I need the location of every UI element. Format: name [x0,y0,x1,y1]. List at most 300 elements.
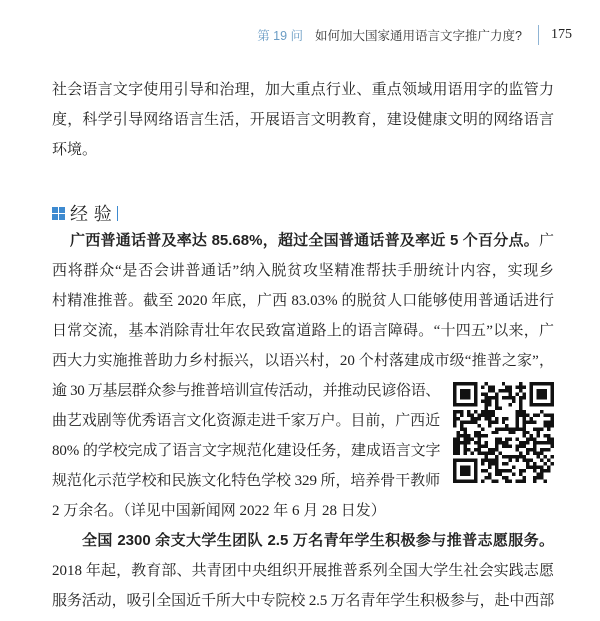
qr-module [523,459,526,462]
qr-module [502,441,505,444]
qr-module [498,427,501,430]
qr-module [509,392,512,395]
qr-module [498,473,501,476]
qr-module [537,427,540,430]
qr-module [519,480,522,483]
qr-module [495,431,498,434]
qr-module [502,469,505,472]
qr-module [519,441,522,444]
qr-module [502,427,505,430]
qr-module [516,417,519,420]
qr-module [505,469,508,472]
text-line: 西将群众“是否会讲普通话”纳入脱贫攻坚精准帮扶手册统计内容，实现乡 [52,263,554,279]
qr-module [463,452,466,455]
text-line: 80% 的学校完成了语言文字规范化建设任务，建成语言文字 [52,443,441,459]
qr-module [453,424,456,427]
qr-module [516,392,519,395]
qr-module [495,392,498,395]
text-line: 曲艺戏剧等优秀语言文化资源走进千家万户。目前，广西近 [52,413,440,429]
qr-module [519,403,522,406]
qr-module [463,448,466,451]
qr-module [495,445,498,448]
qr-module [453,413,456,416]
qr-module [533,480,536,483]
text-line: 西大力实施推普助力乡村振兴，以语兴村，20 个村落建成市级“推普之家”， [52,353,554,369]
qr-module [484,434,487,437]
qr-module [509,459,512,462]
qr-module [523,445,526,448]
qr-module [477,448,480,451]
qr-module [519,427,522,430]
qr-module [509,455,512,458]
qr-module [537,466,540,469]
qr-module [544,441,547,444]
qr-module [551,424,554,427]
qr-module [512,473,515,476]
qr-module [491,452,494,455]
qr-module [484,445,487,448]
qr-module [540,448,543,451]
qr-module [540,459,543,462]
qr-module [509,445,512,448]
qr-module [505,476,508,479]
qr-module [551,445,554,448]
qr-module [491,396,494,399]
qr-module [460,410,463,413]
qr-module [467,441,470,444]
qr-module [463,441,466,444]
qr-module [544,462,547,465]
qr-module [477,445,480,448]
qr-module [523,427,526,430]
qr-module [547,438,550,441]
qr-module [484,406,487,409]
qr-module [477,417,480,420]
header-divider [538,25,539,45]
qr-module [505,445,508,448]
qr-module [526,448,529,451]
qr-module [533,452,536,455]
qr-module [470,420,473,423]
qr-module [523,469,526,472]
qr-module [481,385,484,388]
qr-module [533,420,536,423]
qr-module [547,441,550,444]
qr-module [488,417,491,420]
qr-module [537,389,547,399]
qr-module [491,459,494,462]
qr-module [540,473,543,476]
qr-module [456,438,459,441]
qr-module [540,466,543,469]
qr-module [547,466,550,469]
qr-module [495,427,498,430]
qr-module [460,466,470,476]
qr-module [460,424,463,427]
qr-module [537,455,540,458]
qr-module [477,431,480,434]
qr-module [505,438,508,441]
qr-module [463,431,466,434]
qr-module [488,462,491,465]
qr-module [456,448,459,451]
qr-module [516,410,519,413]
qr-module [509,427,512,430]
qr-module [474,441,477,444]
qr-module [540,469,543,472]
qr-module [477,438,480,441]
qr-module [516,420,519,423]
qr-module [519,382,522,385]
qr-module [523,392,526,395]
qr-module [551,455,554,458]
qr-module [474,434,477,437]
qr-module [495,396,498,399]
qr-module [516,385,519,388]
qr-module [523,385,526,388]
qr-module [495,469,498,472]
qr-module [523,410,526,413]
qr-module [484,452,487,455]
qr-module [495,417,498,420]
qr-module [470,438,473,441]
qr-module [481,469,484,472]
qr-module [551,420,554,423]
qr-module [533,413,536,416]
qr-module [453,448,456,451]
qr-module [495,462,498,465]
qr-module [502,455,505,458]
qr-module [484,441,487,444]
qr-module [481,392,484,395]
qr-module [495,399,498,402]
qr-module [540,410,543,413]
qr-module [509,480,512,483]
qr-module [502,396,505,399]
qr-module [488,403,491,406]
qr-module [495,466,498,469]
qr-module [484,417,487,420]
qr-module [544,480,547,483]
qr-module [453,445,456,448]
qr-module [526,459,529,462]
qr-module [509,403,512,406]
qr-module [551,462,554,465]
qr-module [470,417,473,420]
qr-module [484,413,487,416]
qr-module [477,424,480,427]
qr-module [516,424,519,427]
qr-module [491,389,494,392]
qr-module [505,389,508,392]
qr-module [523,441,526,444]
qr-module [502,476,505,479]
qr-module [474,410,477,413]
qr-module [453,438,456,441]
text-line: 逾 30 万基层群众参与推普培训宣传活动，并推动民谚俗语、 [52,383,440,399]
qr-module [530,434,533,437]
qr-module [488,410,491,413]
text-line: 2 万余名。（详见中国新闻网 2022 年 6 月 28 日发） [52,503,386,519]
qr-code-icon[interactable] [453,382,554,483]
page-number: 175 [551,27,572,42]
qr-module [530,438,533,441]
qr-module [505,396,508,399]
qr-module [495,448,498,451]
qr-module [540,452,543,455]
qr-module [491,462,494,465]
qr-module [544,469,547,472]
text-line: 日常交流，基本消除青壮年农民致富道路上的语言障碍。“十四五”以来，广 [52,323,554,339]
qr-module [519,452,522,455]
qr-module [481,480,484,483]
qr-module [505,455,508,458]
qr-module [456,445,459,448]
qr-module [488,424,491,427]
text-line: 社会语言文字使用引导和治理，加大重点行业、重点领域用语用字的监管力 [52,82,554,98]
qr-module [526,452,529,455]
qr-module [519,413,522,416]
qr-module [516,459,519,462]
qr-module [533,448,536,451]
qr-module [516,480,519,483]
qr-module [551,438,554,441]
qr-module [481,413,484,416]
qr-module [495,459,498,462]
qr-module [547,427,550,430]
qr-module [488,476,491,479]
qr-module [537,476,540,479]
qr-module [488,452,491,455]
text-line: 服务活动，吸引全国近千所大中专院校 2.5 万名青年学生积极参与，赴中西部 [52,593,554,609]
qr-module [495,406,498,409]
qr-module [484,382,487,385]
qr-module [495,480,498,483]
qr-module [523,476,526,479]
text-line: 规范化示范学校和民族文化特色学校 329 所，培养骨干教师 [52,473,440,489]
qr-module [481,434,484,437]
qr-module [463,434,466,437]
qr-module [460,389,470,399]
qr-module [488,385,491,388]
qr-module [453,452,456,455]
section-marker-icon [52,207,65,220]
qr-module [463,445,466,448]
qr-module [474,420,477,423]
qr-module [463,420,466,423]
qr-module [519,389,522,392]
qr-module [509,389,512,392]
qr-module [481,462,484,465]
qr-module [523,413,526,416]
qr-module [547,424,550,427]
qr-module [516,438,519,441]
header-title: 如何加大国家通用语言文字推广力度? [315,29,522,43]
qr-module [512,399,515,402]
qr-module [453,410,456,413]
qr-module [537,452,540,455]
qr-module [491,410,494,413]
qr-module [519,469,522,472]
qr-module [537,431,540,434]
qr-module [526,462,529,465]
qr-module [533,476,536,479]
qr-module [498,389,501,392]
qr-module [519,473,522,476]
qr-module [509,431,512,434]
qr-module [488,466,491,469]
qr-module [533,466,536,469]
qr-module [523,434,526,437]
qr-module [477,413,480,416]
qr-module [481,445,484,448]
qr-module [544,455,547,458]
text-line: 村精准推普。截至 2020 年底，广西 83.03% 的脱贫人口能够使用普通话进行 [52,293,554,309]
qr-module [547,448,550,451]
qr-module [474,448,477,451]
heading-bar [117,206,119,221]
qr-module [453,441,456,444]
qr-module [516,448,519,451]
qr-module [512,466,515,469]
qr-module [526,413,529,416]
qr-module [530,459,533,462]
qr-module [526,420,529,423]
qr-module [491,385,494,388]
qr-module [495,441,498,444]
qr-module [453,420,456,423]
qr-module [488,448,491,451]
qr-module [456,441,459,444]
qr-module [533,438,536,441]
qr-module [498,406,501,409]
qr-module [519,396,522,399]
qr-module [537,413,540,416]
text-line: 2018 年起，教育部、共青团中央组织开展推普系列全国大学生社会实践志愿 [52,563,554,579]
qr-module [512,427,515,430]
qr-module [537,473,540,476]
qr-module [533,462,536,465]
qr-module [495,403,498,406]
qr-module [484,392,487,395]
qr-module [467,420,470,423]
qr-module [474,431,477,434]
qr-module [484,399,487,402]
qr-module [512,396,515,399]
qr-module [544,424,547,427]
qr-module [463,438,466,441]
qr-module [519,455,522,458]
qr-module [484,455,487,458]
qr-module [505,385,508,388]
qr-module [495,420,498,423]
qr-module [460,434,463,437]
qr-module [544,413,547,416]
qr-module [551,413,554,416]
qr-module [488,420,491,423]
qr-module [460,420,463,423]
qr-module [467,448,470,451]
qr-module [533,441,536,444]
qr-module [523,417,526,420]
qr-module [502,382,505,385]
qr-module [505,480,508,483]
qr-module [530,417,533,420]
qr-module [491,448,494,451]
qr-module [547,420,550,423]
qr-module [519,406,522,409]
qr-module [505,427,508,430]
qr-module [502,462,505,465]
qr-module [481,452,484,455]
paragraph-lead [70,231,554,251]
text-line: 度，科学引导网络语言生活，开展语言文明教育，建设健康文明的网络语言 [52,112,554,128]
qr-module [481,459,484,462]
qr-module [519,410,522,413]
qr-module [530,448,533,451]
qr-module [533,427,536,430]
qr-module [526,438,529,441]
qr-module [540,441,543,444]
qr-module [484,396,487,399]
qr-module [495,455,498,458]
qr-module [488,396,491,399]
qr-module [467,438,470,441]
qr-module [523,455,526,458]
qr-module [481,410,484,413]
qr-module [467,410,470,413]
qr-module [498,452,501,455]
question-number: 第 19 问 [257,29,304,43]
qr-module [516,455,519,458]
qr-module [509,385,512,388]
qr-module [456,417,459,420]
qr-module [498,441,501,444]
qr-module [526,466,529,469]
qr-module [484,403,487,406]
qr-module [498,469,501,472]
qr-module [540,476,543,479]
qr-module [488,459,491,462]
qr-module [495,438,498,441]
qr-module [502,417,505,420]
qr-module [477,434,480,437]
qr-module [460,441,463,444]
qr-module [551,417,554,420]
qr-module [488,413,491,416]
qr-module [460,413,463,416]
qr-module [484,476,487,479]
qr-module [544,448,547,451]
qr-module [456,434,459,437]
qr-module [547,413,550,416]
text-line: 环境。 [52,142,98,158]
qr-module [505,417,508,420]
qr-module [509,438,512,441]
qr-module [516,427,519,430]
qr-module [484,410,487,413]
qr-module [491,420,494,423]
qr-module [502,389,505,392]
qr-module [523,424,526,427]
qr-module [488,473,491,476]
qr-module [484,459,487,462]
qr-module [488,399,491,402]
qr-module [495,473,498,476]
qr-module [463,427,466,430]
qr-module [453,417,456,420]
qr-module [551,441,554,444]
